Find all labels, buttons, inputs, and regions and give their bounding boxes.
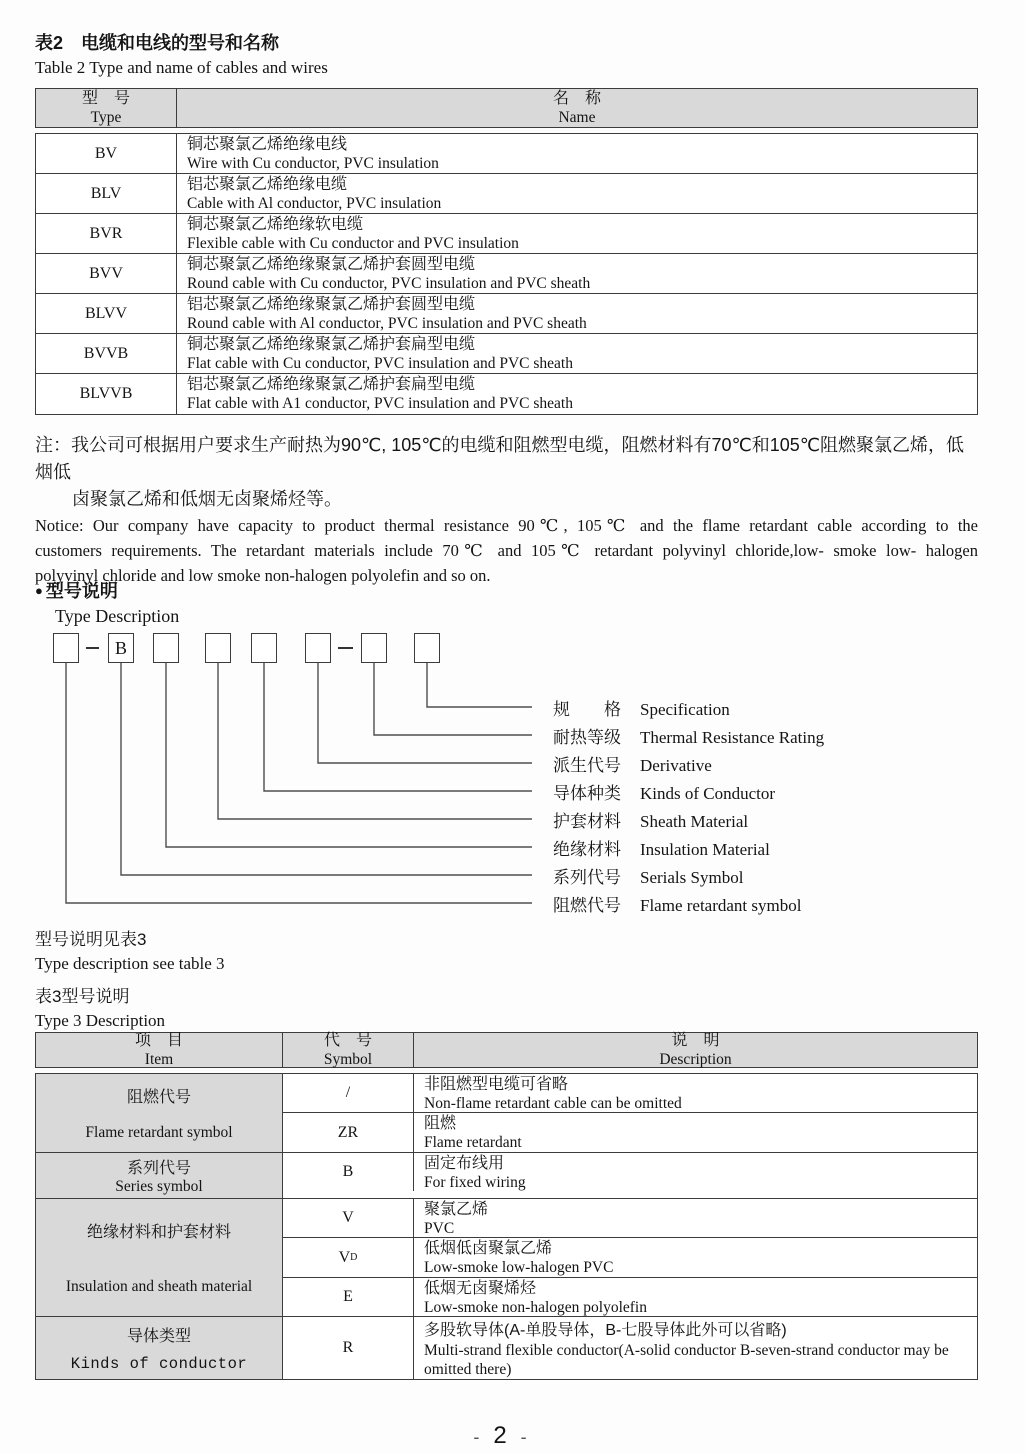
footer-dash-right: -	[520, 1427, 527, 1447]
subrows	[283, 1074, 977, 1152]
symbol-cell: B	[283, 1153, 414, 1191]
item-en: Insulation and sheath material	[65, 1278, 253, 1295]
desc-zh: 聚氯乙烯	[424, 1201, 489, 1218]
table2-title-zh: 表2 电缆和电线的型号和名称	[35, 33, 280, 53]
type-code-box	[53, 633, 79, 663]
table-row	[36, 214, 977, 254]
label-zh: 规 格	[553, 700, 621, 719]
page-number: 2	[493, 1422, 507, 1449]
subrows	[283, 1317, 977, 1379]
desc-en: Flame retardant	[424, 1134, 522, 1151]
desc-cell	[414, 1238, 977, 1277]
diagram-label	[553, 779, 775, 803]
name-zh: 铝芯聚氯乙烯绝缘聚氯乙烯护套圆型电缆	[187, 296, 476, 313]
dash-separator	[86, 647, 99, 649]
table3-title-en: Type 3 Description	[35, 1011, 166, 1030]
diagram-heading-zh-text: 型号说明	[45, 581, 118, 601]
table-row	[283, 1317, 977, 1379]
name-en: Cable with Al conductor, PVC insulation	[187, 195, 442, 212]
name-en: Flat cable with Cu conductor, PVC insulation and PVC sheath	[187, 355, 573, 372]
diagram-label	[553, 723, 824, 747]
desc-en: Multi-strand flexible conductor(A-solid conductor B-seven-strand conductor may be omitted there)	[424, 1342, 949, 1378]
label-zh: 派生代号	[553, 756, 621, 775]
table-row	[36, 374, 977, 414]
name-en: Flat cable with A1 conductor, PVC insulation and PVC sheath	[187, 395, 573, 412]
symbol-cell: /	[283, 1074, 414, 1112]
type-code-cell: BLV	[36, 174, 177, 213]
name-cell	[177, 134, 977, 173]
table3-group-conductor-type	[36, 1317, 977, 1379]
diagram-label	[553, 695, 730, 719]
item-cell	[36, 1074, 283, 1152]
desc-zh: 低烟低卤聚氯乙烯	[424, 1240, 553, 1257]
type-code-box	[361, 633, 387, 663]
item-en: Series symbol	[115, 1178, 203, 1195]
diagram-label	[553, 807, 748, 831]
desc-en: Non-flame retardant cable can be omitted	[424, 1095, 682, 1112]
diagram-heading-en: Type Description	[55, 606, 180, 626]
label-en: Serials Symbol	[640, 868, 744, 887]
table3-group-flame-retardant	[36, 1074, 977, 1153]
notice-en-line2: customers requirements. The retardant materials include 70℃ and 105℃ retardant polyvinyl chloride,low- smoke low- halogen	[35, 541, 978, 560]
table3-header-item-zh: 项 目	[134, 1032, 183, 1049]
table3-group-series-symbol	[36, 1153, 977, 1199]
table3-header-desc	[414, 1033, 977, 1067]
table-row	[283, 1074, 977, 1113]
name-en: Round cable with Al conductor, PVC insulation and PVC sheath	[187, 315, 587, 332]
table-row	[36, 294, 977, 334]
name-cell	[177, 294, 977, 333]
footer-dash-left: -	[473, 1427, 480, 1447]
table2-header-name	[177, 89, 977, 127]
label-zh: 绝缘材料	[553, 840, 621, 859]
table3-type-description	[35, 1032, 978, 1380]
name-en: Round cable with Cu conductor, PVC insulation and PVC sheath	[187, 275, 591, 292]
diagram-label	[553, 751, 712, 775]
table3-header-desc-en: Description	[659, 1051, 732, 1068]
type-code-cell: BLVV	[36, 294, 177, 333]
table3-header-symbol-zh: 代 号	[323, 1032, 372, 1049]
type-description-diagram	[35, 578, 978, 926]
label-en: Specification	[640, 700, 730, 719]
table-row	[283, 1278, 977, 1316]
table-row	[36, 174, 977, 214]
diagram-label	[553, 835, 770, 859]
desc-en: Low-smoke low-halogen PVC	[424, 1259, 614, 1276]
subrows	[283, 1199, 977, 1316]
table3-body	[35, 1073, 978, 1380]
type-code-cell: BVR	[36, 214, 177, 253]
type-code-cell: BLVVB	[36, 374, 177, 414]
table2-header-name-en: Name	[558, 109, 596, 126]
symbol-cell: R	[283, 1317, 414, 1379]
item-en: Kinds of conductor	[70, 1354, 248, 1373]
desc-cell	[414, 1199, 977, 1237]
table3-reference	[35, 928, 225, 975]
table-row	[283, 1199, 977, 1238]
table3-header-symbol-en: Symbol	[323, 1051, 373, 1068]
name-zh: 铜芯聚氯乙烯绝缘电线	[187, 136, 348, 153]
table2-header-row	[35, 88, 978, 128]
name-cell	[177, 334, 977, 373]
label-en: Flame retardant symbol	[640, 896, 802, 915]
desc-cell	[414, 1317, 977, 1379]
type-code-cell: BV	[36, 134, 177, 173]
table3-header-row	[35, 1032, 978, 1068]
type-code-box	[205, 633, 231, 663]
table2-header-name-zh: 名 称	[552, 90, 601, 107]
name-cell	[177, 174, 977, 213]
label-en: Kinds of Conductor	[640, 784, 776, 803]
table-row	[36, 134, 977, 174]
symbol-cell: ZR	[283, 1113, 414, 1152]
dash-separator	[338, 647, 353, 649]
name-zh: 铝芯聚氯乙烯绝缘电缆	[187, 176, 348, 193]
page-footer	[0, 1422, 1000, 1450]
type-code-cell: BVV	[36, 254, 177, 293]
type-code-box	[251, 633, 277, 663]
name-zh: 铝芯聚氯乙烯绝缘聚氯乙烯护套扁型电缆	[187, 376, 476, 393]
label-en: Insulation Material	[640, 840, 770, 859]
type-code-box	[153, 633, 179, 663]
notice-zh-line2: 卤聚氯乙烯和低烟无卤聚烯烃等。	[72, 489, 342, 509]
type-code-box	[305, 633, 331, 663]
diagram-label	[553, 891, 801, 915]
desc-cell	[414, 1153, 977, 1191]
table3-header-symbol	[283, 1033, 414, 1067]
table-row	[36, 254, 977, 294]
table2-title	[35, 30, 328, 80]
name-zh: 铜芯聚氯乙烯绝缘聚氯乙烯护套扁型电缆	[187, 336, 476, 353]
desc-en: PVC	[424, 1220, 455, 1237]
desc-zh: 固定布线用	[424, 1155, 505, 1172]
label-en: Sheath Material	[640, 812, 749, 831]
name-cell	[177, 214, 977, 253]
subrows	[283, 1153, 977, 1198]
table3-ref-en: Type description see table 3	[35, 954, 225, 973]
symbol-cell: V	[283, 1199, 414, 1237]
table2-title-en: Table 2 Type and name of cables and wires	[35, 58, 328, 77]
notice-zh-line1: 注：我公司可根据用户要求生产耐热为90℃, 105℃的电缆和阻燃型电缆，阻燃材料有70℃和105℃阻燃聚氯乙烯，低烟低	[35, 435, 964, 482]
item-zh: 系列代号	[126, 1160, 191, 1177]
symbol-cell: E	[283, 1278, 414, 1316]
desc-cell	[414, 1113, 977, 1152]
symbol-cell	[283, 1238, 414, 1277]
table3-header-item	[36, 1033, 283, 1067]
name-zh: 铜芯聚氯乙烯绝缘软电缆	[187, 216, 364, 233]
name-en: Flexible cable with Cu conductor and PVC insulation	[187, 235, 519, 252]
item-zh: 绝缘材料和护套材料	[86, 1224, 231, 1241]
diagram-label	[553, 863, 743, 887]
notice-en-line1: Notice: Our company have capacity to product thermal resistance 90℃, 105℃ and the flame retardant cable according to the	[35, 516, 978, 535]
desc-cell	[414, 1074, 977, 1112]
bullet-icon: ●	[35, 583, 43, 598]
table3-title-zh: 表3型号说明	[35, 987, 130, 1006]
item-zh: 阻燃代号	[126, 1089, 191, 1107]
label-en: Thermal Resistance Rating	[640, 728, 825, 747]
table3-header-desc-zh: 说 明	[671, 1032, 720, 1049]
item-zh: 导体类型	[126, 1328, 191, 1346]
table-row	[283, 1238, 977, 1278]
table-row	[283, 1113, 977, 1152]
table2-body	[35, 133, 978, 415]
connector-lines	[35, 578, 978, 926]
name-cell	[177, 254, 977, 293]
type-code-box	[414, 633, 440, 663]
desc-zh: 低烟无卤聚烯烃	[424, 1280, 537, 1297]
notice-en-line3: polyvinyl chloride and low smoke non-halogen polyolefin and so on.	[35, 566, 491, 585]
table3-header-item-en: Item	[144, 1051, 174, 1068]
table2-header-type	[36, 89, 177, 127]
item-en: Flame retardant symbol	[85, 1123, 233, 1141]
type-code-box: B	[108, 633, 134, 663]
table3-title	[35, 985, 165, 1032]
name-cell	[177, 374, 977, 414]
name-zh: 铜芯聚氯乙烯绝缘聚氯乙烯护套圆型电缆	[187, 256, 476, 273]
table3-ref-zh: 型号说明见表3	[35, 930, 147, 949]
desc-zh: 非阻燃型电缆可省略	[424, 1076, 569, 1093]
label-zh: 导体种类	[553, 784, 621, 803]
table2-header-type-zh: 型 号	[81, 90, 130, 107]
notice-paragraph	[35, 432, 978, 588]
label-zh: 阻燃代号	[553, 896, 621, 915]
desc-zh: 多股软导体(A-单股导体，B-七股导体此外可以省略)	[424, 1322, 787, 1339]
name-en: Wire with Cu conductor, PVC insulation	[187, 155, 439, 172]
type-code-cell: BVVB	[36, 334, 177, 373]
item-cell	[36, 1153, 283, 1198]
symbol-base: V	[338, 1248, 351, 1266]
label-zh: 护套材料	[553, 812, 621, 831]
table-row	[283, 1153, 977, 1191]
table2-cables-wires	[35, 88, 978, 415]
label-en: Derivative	[640, 756, 712, 775]
item-cell	[36, 1199, 283, 1316]
desc-en: Low-smoke non-halogen polyolefin	[424, 1299, 647, 1316]
item-cell	[36, 1317, 283, 1379]
table-row	[36, 334, 977, 374]
label-zh: 耐热等级	[553, 728, 621, 747]
table2-header-type-en: Type	[90, 109, 122, 126]
desc-en: For fixed wiring	[424, 1174, 526, 1191]
label-zh: 系列代号	[553, 868, 621, 887]
table3-group-insulation-sheath	[36, 1199, 977, 1317]
desc-cell	[414, 1278, 977, 1316]
symbol-subscript: D	[350, 1252, 358, 1263]
desc-zh: 阻燃	[424, 1115, 457, 1132]
